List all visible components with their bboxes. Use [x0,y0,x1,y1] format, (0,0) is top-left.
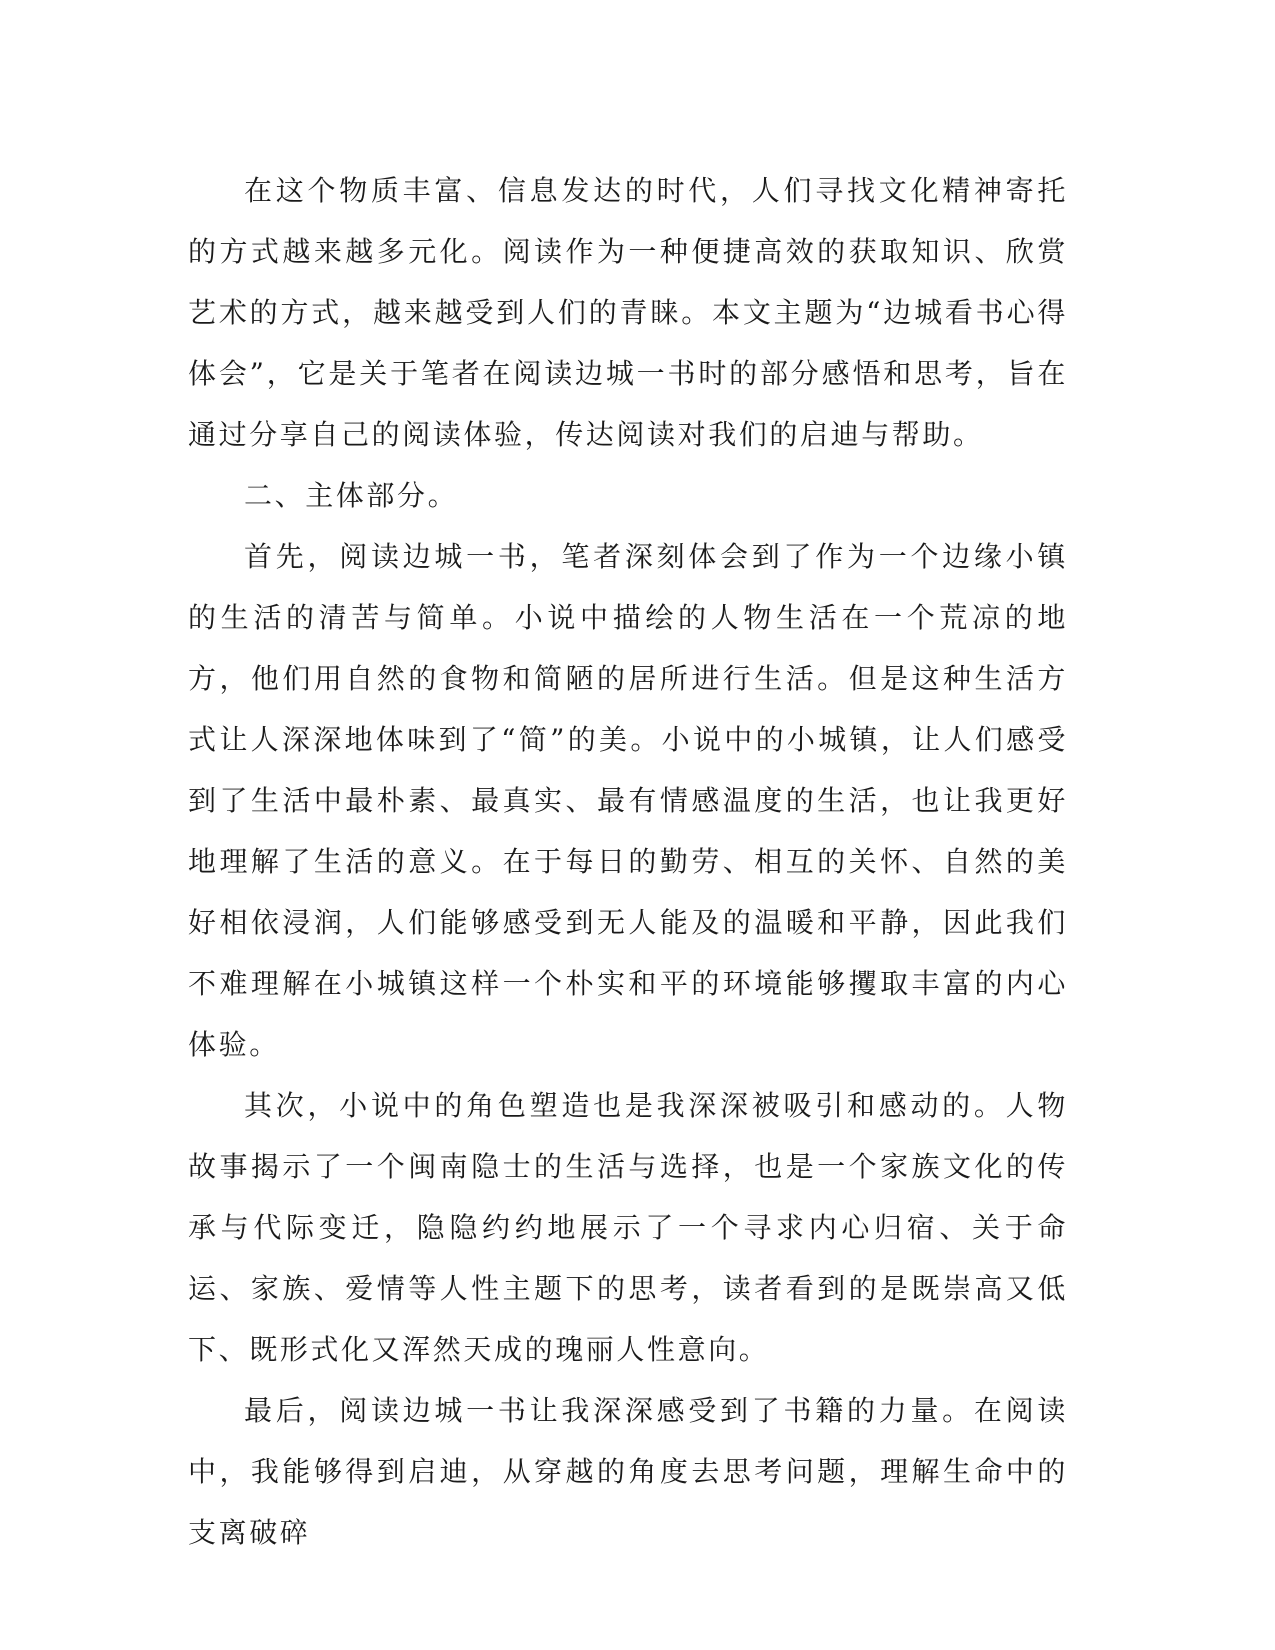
paragraph-last: 最后，阅读边城一书让我深深感受到了书籍的力量。在阅读中，我能够得到启迪，从穿越的角度去思考问题，理解生命中的支离破碎 [188,1394,1068,1549]
paragraph-first: 首先，阅读边城一书，笔者深刻体会到了作为一个边缘小镇的生活的清苦与简单。小说中描绘的人物生活在一个荒凉的地方，他们用自然的食物和简陋的居所进行生活。但是这种生活方式让人深深地体味到了“简”的美。小说中的小城镇，让人们感受到了生活中最朴素、最真实、最有情感温度的生活，也让我更好地理解了生活的意义。在于每日的勤劳、相互的关怀、自然的美好相依浸润，人们能够感受到无人能及的温暖和平静，因此我们不难理解在小城镇这样一个朴实和平的环境能够攫取丰富的内心体验。 [188,540,1068,1061]
document-body [188,160,1068,1563]
section-heading-main-body: 二、主体部分。 [244,479,459,512]
paragraph-intro: 在这个物质丰富、信息发达的时代，人们寻找文化精神寄托的方式越来越多元化。阅读作为一种便捷高效的获取知识、欣赏艺术的方式，越来越受到人们的青睐。本文主题为“边城看书心得体会”，它是关于笔者在阅读边城一书时的部分感悟和思考，旨在通过分享自己的阅读体验，传达阅读对我们的启迪与帮助。 [188,174,1068,451]
paragraph-second: 其次，小说中的角色塑造也是我深深被吸引和感动的。人物故事揭示了一个闽南隐士的生活与选择，也是一个家族文化的传承与代际变迁，隐隐约约地展示了一个寻求内心归宿、关于命运、家族、爱情等人性主题下的思考，读者看到的是既崇高又低下、既形式化又浑然天成的瑰丽人性意向。 [188,1089,1068,1366]
